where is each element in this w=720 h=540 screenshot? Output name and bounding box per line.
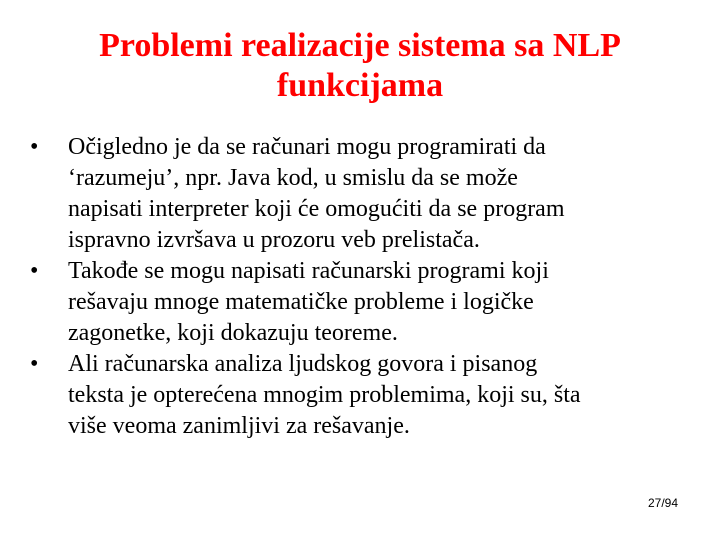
- slide-title-line-1: Problemi realizacije sistema sa NLP: [99, 27, 621, 64]
- bullet-item-2: [30, 256, 690, 349]
- bullet-2-line-2: rešavaju mnoge matematičke probleme i logičke: [68, 289, 534, 315]
- bullet-marker: •: [30, 134, 39, 160]
- bullet-3-line-3: više veoma zanimljivi za rešavanje.: [68, 413, 410, 439]
- bullet-2-line-1: Takođe se mogu napisati računarski programi koji: [68, 258, 549, 284]
- bullet-1-line-1: Očigledno je da se računari mogu programirati da: [68, 134, 546, 160]
- bullet-item-3: [30, 349, 690, 442]
- bullet-marker: •: [30, 351, 39, 377]
- bullet-1-line-2: ‘razumeju’, npr. Java kod, u smislu da se može: [68, 165, 518, 191]
- bullet-3-line-1: Ali računarska analiza ljudskog govora i pisanog: [68, 351, 538, 377]
- bullet-marker: •: [30, 258, 39, 284]
- bullet-item-1: [30, 132, 690, 256]
- bullet-2-line-3: zagonetke, koji dokazuju teoreme.: [68, 320, 398, 346]
- bullet-1-line-3: napisati interpreter koji će omogućiti da se program: [68, 196, 565, 222]
- bullet-1-line-4: ispravno izvršava u prozoru veb prelistača.: [68, 227, 480, 253]
- slide-title: [40, 26, 680, 106]
- page-number: 27/94: [647, 496, 678, 510]
- slide-title-line-2: funkcijama: [276, 67, 444, 104]
- bullet-3-line-2: teksta je opterećena mnogim problemima, koji su, šta: [68, 382, 581, 408]
- bullet-list: [30, 132, 690, 442]
